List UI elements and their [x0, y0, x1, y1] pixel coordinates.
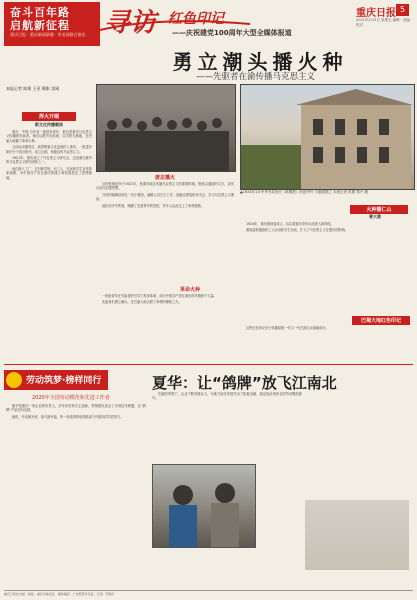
paragraph: 她说，劳动最光荣，奋斗最幸福。每一项成绩的取得都离不开团队的共同努力。 [12, 414, 124, 419]
portrait-photo [152, 464, 256, 548]
historic-building-photo [240, 84, 415, 190]
paragraph: 1924年，重庆团地委成立，标志着重庆青年运动进入新阶段。 [246, 222, 334, 226]
slogan-line-2: 启航新征程 [10, 19, 70, 32]
paragraph: 在她的带领下，企业不断发展壮大，为地方经济发展作出了积极贡献，她也因此荣获全国劳动模范称号。 [152, 392, 302, 401]
section-subtitle-left: 新文化传播载体 [35, 122, 63, 127]
paragraph: 当时的编辑部设在一处小楼里，编辑人员白天工作，夜晚还要组织读书会，学习马克思主义理论。 [96, 192, 234, 202]
paragraph: 他们深入工厂、农村和学校，向工人、农民和学生宣传革命道理，为中国共产党在重庆的建立和发展奠定了思想基础。 [6, 166, 92, 180]
bottom-headline: 夏华：让“鸽牌”放飞江南北 [152, 374, 337, 392]
section-title-left: 挥火开端 [22, 112, 76, 121]
building-illustration [241, 85, 414, 189]
portrait-illustration [153, 465, 255, 547]
paragraph: 五四运动爆发后，新思想新文化迅速传入重庆。一批进步知识分子创办报刊、成立社团，积极宣传马克思主义。 [6, 145, 92, 154]
bottom-mid-text [152, 392, 302, 462]
main-subhead: ——先驱者在渝传播马克思主义 [196, 72, 316, 82]
paragraph: 这些红色印记至今仍激励着一代又一代巴渝儿女砥砺前行。 [246, 326, 329, 330]
right-text-column-2 [240, 326, 413, 360]
mid-text-column-2 [96, 294, 234, 360]
paragraph: 先驱者们勇立潮头，在巴渝大地点燃了革命的燎原之火。 [102, 300, 182, 305]
badge-icon [6, 372, 22, 388]
labor-banner [4, 370, 108, 390]
paragraph: 夏华是重庆一家企业的负责人，多年来坚持自主创新，带领团队攻克了多项技术难题，让“鸽牌”产品走向全国。 [6, 404, 146, 413]
section2-title-mid: 革命火种 [179, 287, 200, 293]
section-subtitle-right: 曾大港 [369, 214, 381, 219]
issue-info: 2021年2月5日 星期五 编辑 · 美编 · 校对 [356, 18, 413, 27]
paragraph: 团地委积极组织工人运动和学生运动，扩大了马克思主义在重庆的影响。 [246, 228, 348, 233]
mid-text-column [96, 182, 234, 282]
paragraph: 1921年，重庆成立了马克思主义研究会，这是重庆最早的马克思主义研究团体之一。 [6, 156, 92, 165]
paragraph: 一批批青年在先驱者的引导下投身革命，成为中国共产党在重庆的早期骨干力量。 [102, 294, 217, 298]
masthead-slogan-block [4, 2, 100, 46]
page-footer: 重庆日报社出版 · 地址：重庆市渝北区 · 邮政编码 · 广告经营许可证 · 订阅 · 零售价 [4, 590, 413, 596]
page-number: 5 [396, 4, 409, 16]
paragraph: 他们用手中的笔，唤醒了无数青年的觉悟，许多人由此走上了革命道路。 [102, 203, 204, 208]
paragraph: 重庆，中国·百年前一批进步青年，他们是重庆马克思主义传播的先驱者。他们以报刊为阵地，以学校为基地，在巴渝大地播下革命火种。 [6, 130, 92, 143]
main-headline: 勇立潮头播火种 [172, 50, 348, 74]
slogan-line-1: 奋斗百年路 [10, 6, 70, 19]
newspaper-logo: 重庆日报 [356, 8, 396, 19]
paragraph: 这份报纸创刊于1921年，是重庆地区传播马克思主义的重要阵地。报纸以通俗的文字，宣传反帝反封建思想。 [96, 182, 234, 191]
bottom-right-image-area [305, 500, 409, 570]
bottom-left-text [6, 404, 146, 584]
section2-title-right: 巴蜀大地红色印记 [352, 316, 410, 325]
right-text-column [240, 222, 413, 312]
section-title-right: 火种播仁山 [350, 205, 408, 214]
slogan-line-3: 重庆日报 · 重庆新闻联播 · 华龙网联合推出 [10, 32, 86, 37]
left-text-column [6, 130, 92, 358]
article-byline: 本报记者 陈维 王亚 摄影 雷刚 [6, 86, 60, 91]
labor-banner-subtitle: 2020年全国劳动模范和先进工作者 [32, 395, 110, 401]
photo-caption: ▲1924年1月中华书局发行《新蜀报》的创刊号 与版面图之 本报记者 供图 郑兴 摄 [240, 190, 368, 194]
series-title: 寻访 [104, 8, 157, 38]
section-title-mid: 唐志播火 [154, 175, 175, 181]
series-caption: ——庆祝建党100周年大型全媒体报道 [172, 29, 292, 37]
section-divider [4, 364, 413, 365]
crowd-illustration [97, 85, 235, 171]
labor-banner-title: 劳动筑梦·榜样同行 [26, 376, 102, 386]
series-subtitle: 红色印记 [168, 11, 224, 27]
historical-crowd-photo [96, 84, 236, 172]
